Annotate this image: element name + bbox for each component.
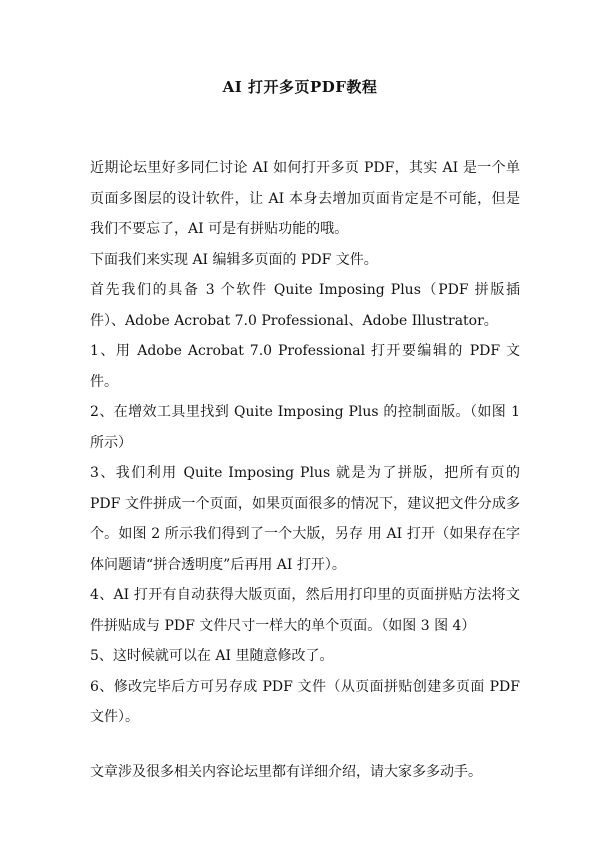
- closing-note: 文章涉及很多相关内容论坛里都有详细介绍，请大家多多动手。: [90, 764, 482, 780]
- paragraph-step-5: 5、这时候就可以在 AI 里随意修改了。: [90, 648, 334, 664]
- document-body: [90, 153, 520, 733]
- document-title: AI 打开多页PDF教程: [222, 78, 378, 96]
- paragraph-step-2: 2、在增效工具里找到 Quite Imposing Plus 的控制面版。（如图 1 所示）: [90, 404, 520, 451]
- paragraph-step-6: 6、修改完毕后方可另存成 PDF 文件（从页面拼贴创建多页面 PDF 文件）。: [90, 678, 520, 725]
- paragraph-step-1: 1、用 Adobe Acrobat 7.0 Professional 打开要编辑的 PDF 文件。: [90, 343, 520, 390]
- paragraph-step-3: 3、我们利用 Quite Imposing Plus 就是为了拼版，把所有页的 PDF 文件拼成一个页面，如果页面很多的情况下，建议把文件分成多个。如图 2 所示我们得到了一个大版，另存 用 AI 打开（如果存在字体问题请“拼合透明度”后再用 AI 打开）。: [90, 465, 520, 573]
- paragraph-step-4: 4、AI 打开有自动获得大版页面，然后用打印里的页面拼贴方法将文件拼贴成与 PDF 文件尺寸一样大的单个页面。（如图 3 图 4）: [90, 587, 520, 634]
- paragraph-requirements: 首先我们的具备 3 个软件 Quite Imposing Plus（PDF 拼版插件）、Adobe Acrobat 7.0 Professional、Adobe Illustrator。: [90, 282, 520, 329]
- paragraph-overview: 下面我们来实现 AI 编辑多页面的 PDF 文件。: [90, 251, 378, 268]
- paragraph-intro: 近期论坛里好多同仁讨论 AI 如何打开多页 PDF，其实 AI 是一个单页面多图层的设计软件，让 AI 本身去增加页面肯定是不可能，但是我们不要忘了，AI 可是有拼贴功能的哦。: [90, 160, 520, 237]
